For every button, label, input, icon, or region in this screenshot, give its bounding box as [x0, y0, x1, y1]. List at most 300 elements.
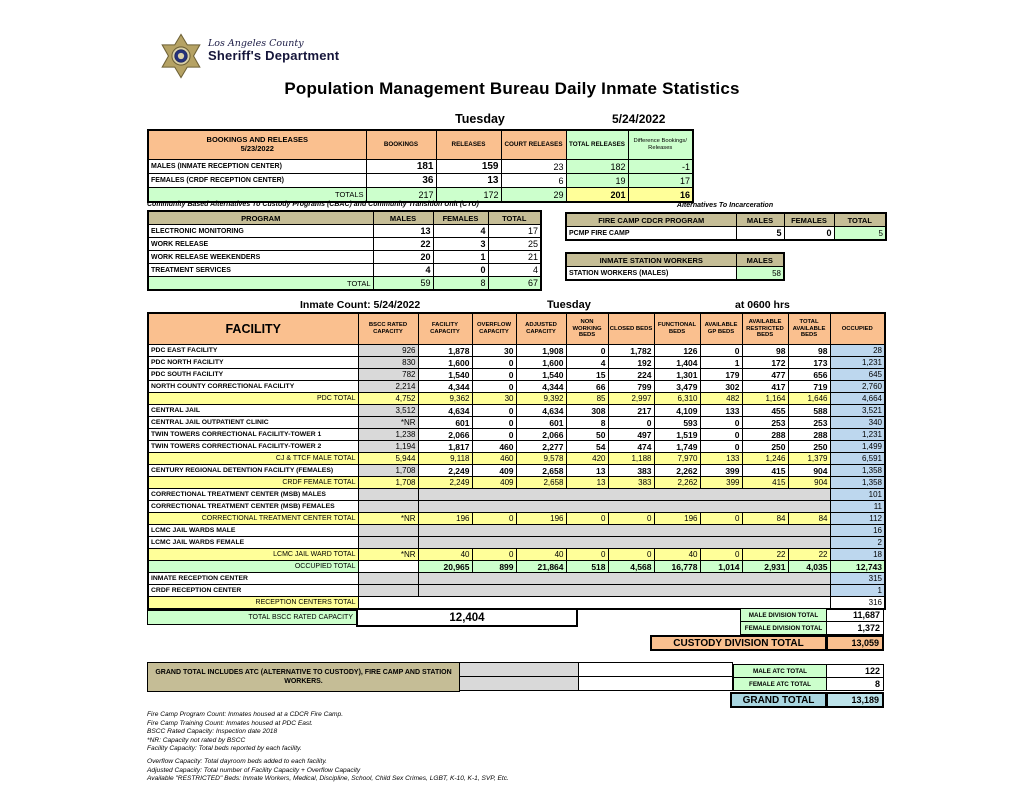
- col-males: MALES: [373, 211, 433, 225]
- facility-name: PDC NORTH FACILITY: [148, 357, 358, 369]
- fire-camp-males: 5: [736, 227, 784, 241]
- total-value: 2,658: [516, 477, 566, 489]
- facility-name: TWIN TOWERS CORRECTIONAL FACILITY-TOWER 1: [148, 429, 358, 441]
- occupied-total-value: 21,864: [516, 561, 566, 573]
- value-cell: 4,634: [418, 405, 472, 417]
- footnote-line: *NR: Capacity not rated by BSCC: [147, 736, 246, 744]
- value-cell: 477: [742, 369, 788, 381]
- occupied-cell: 12,743: [830, 561, 885, 573]
- footnote-line: Adjusted Capacity: Total number of Facility Capacity + Overflow Capacity: [147, 766, 361, 774]
- col-males: MALES: [736, 213, 784, 227]
- value-cell: 250: [742, 441, 788, 453]
- occupied-cell: 340: [830, 417, 885, 429]
- col-females: FEMALES: [784, 213, 834, 227]
- value-cell: 4: [566, 357, 608, 369]
- value-cell: 253: [788, 417, 830, 429]
- value-cell: 1,600: [516, 357, 566, 369]
- total-value: 1,646: [788, 393, 830, 405]
- facility-row: [148, 465, 885, 477]
- occupied-cell: 1,231: [830, 357, 885, 369]
- bscc-capacity: [358, 537, 418, 549]
- value-cell: -1: [628, 160, 693, 174]
- value-cell: 460: [472, 441, 516, 453]
- facility-row: [148, 381, 885, 393]
- total-value: 460: [472, 453, 516, 465]
- value-cell: 3,479: [654, 381, 700, 393]
- bookings-header-row: [148, 130, 693, 160]
- value-cell: 1,540: [516, 369, 566, 381]
- male-atc-label: MALE ATC TOTAL: [733, 664, 827, 678]
- occupied-cell: 1,231: [830, 429, 885, 441]
- total-value: 904: [788, 477, 830, 489]
- value-cell: 250: [788, 441, 830, 453]
- occupied-cell: 18: [830, 549, 885, 561]
- facility-row: [148, 429, 885, 441]
- weekday-label: Tuesday: [455, 112, 505, 126]
- merged-empty-cell: [418, 501, 830, 513]
- value-cell: 173: [788, 357, 830, 369]
- total-value: 2,249: [418, 477, 472, 489]
- value-cell: 1,301: [654, 369, 700, 381]
- facility-row: [148, 345, 885, 357]
- totals-value: 172: [436, 188, 501, 203]
- page-title: Population Management Bureau Daily Inmate Statistics: [284, 79, 740, 98]
- value-cell: 13: [566, 465, 608, 477]
- col-total: TOTAL: [834, 213, 886, 227]
- bscc-capacity: 5,944: [358, 453, 418, 465]
- total-value: 0: [700, 549, 742, 561]
- total-label: CJ & TTCF MALE TOTAL: [148, 453, 358, 465]
- facility-row: [148, 489, 885, 501]
- totals-value: 201: [566, 188, 628, 203]
- total-value: 22: [788, 549, 830, 561]
- total-value: 1,164: [742, 393, 788, 405]
- total-value: 420: [566, 453, 608, 465]
- value-cell: 2,066: [418, 429, 472, 441]
- station-workers-section: [565, 252, 885, 281]
- fire-camp-total: 5: [834, 227, 886, 241]
- facility-row: [148, 573, 885, 585]
- value-cell: 0: [472, 381, 516, 393]
- value-cell: 2,066: [516, 429, 566, 441]
- totals-label: TOTALS: [148, 188, 366, 203]
- value-cell: 126: [654, 345, 700, 357]
- male-division-label: MALE DIVISION TOTAL: [740, 608, 827, 622]
- grand-total-label: GRAND TOTAL: [730, 692, 827, 708]
- grand-total-section: [147, 662, 884, 708]
- value-cell: 23: [501, 160, 566, 174]
- bscc-capacity: [358, 573, 418, 585]
- col-total: TOTAL: [488, 211, 541, 225]
- occupied-cell: 112: [830, 513, 885, 525]
- facility-col-header: NON WORKING BEDS: [566, 313, 608, 345]
- footnote-line: Facility Capacity: Total beds reported by each facility.: [147, 745, 302, 753]
- facility-row: [148, 525, 885, 537]
- occupied-cell: 316: [830, 597, 885, 610]
- female-division-label: FEMALE DIVISION TOTAL: [740, 621, 827, 635]
- bscc-capacity: [358, 501, 418, 513]
- row-label: WORK RELEASE: [148, 238, 373, 251]
- footnotes: [147, 711, 509, 784]
- total-label: RECEPTION CENTERS TOTAL: [148, 597, 358, 610]
- total-value: 40: [654, 549, 700, 561]
- total-value: 133: [700, 453, 742, 465]
- facility-row: [148, 393, 885, 405]
- value-cell: 288: [742, 429, 788, 441]
- value-cell: 21: [488, 251, 541, 264]
- col-court-releases: COURT RELEASES: [501, 130, 566, 160]
- total-bscc-value: 12,404: [356, 608, 578, 627]
- occupied-total-value: 16,778: [654, 561, 700, 573]
- facility-col-header: AVAILABLE GP BEDS: [700, 313, 742, 345]
- total-value: 2,997: [608, 393, 654, 405]
- row-label: FEMALES (CRDF RECEPTION CENTER): [148, 174, 366, 188]
- bottom-totals: [147, 608, 884, 660]
- value-cell: 13: [436, 174, 501, 188]
- col-program: PROGRAM: [148, 211, 373, 225]
- facility-row: [148, 561, 885, 573]
- bscc-capacity: [358, 525, 418, 537]
- bscc-capacity: [358, 561, 418, 573]
- value-cell: 179: [700, 369, 742, 381]
- value-cell: 0: [566, 345, 608, 357]
- bscc-capacity: [358, 489, 418, 501]
- facility-col-header: TOTAL AVAILABLE BEDS: [788, 313, 830, 345]
- footnote-line: Overflow Capacity: Total dayroom beds added to each facility.: [147, 757, 327, 765]
- female-atc-label: FEMALE ATC TOTAL: [733, 677, 827, 691]
- value-cell: 1,404: [654, 357, 700, 369]
- value-cell: 159: [436, 160, 501, 174]
- occupied-cell: 2,760: [830, 381, 885, 393]
- facility-row: [148, 417, 885, 429]
- total-label: PDC TOTAL: [148, 393, 358, 405]
- facility-row: [148, 477, 885, 489]
- bscc-capacity: 3,512: [358, 405, 418, 417]
- value-cell: 2,658: [516, 465, 566, 477]
- value-cell: 36: [366, 174, 436, 188]
- bscc-capacity: [358, 585, 418, 597]
- value-cell: 1: [433, 251, 488, 264]
- facility-name: CENTRAL JAIL OUTPATIENT CLINIC: [148, 417, 358, 429]
- footnote-line: Available "RESTRICTED" Beds: Inmate Workers, Medical, Discipline, School, Child Sex Crimes, LGBT, K-10, K-1, SVP, Etc.: [147, 775, 509, 783]
- value-cell: 308: [566, 405, 608, 417]
- facility-col-header: BSCC RATED CAPACITY: [358, 313, 418, 345]
- logo-county: Los Angeles County: [208, 38, 304, 49]
- value-cell: 1,600: [418, 357, 472, 369]
- facility-name: PDC EAST FACILITY: [148, 345, 358, 357]
- value-cell: 172: [742, 357, 788, 369]
- value-cell: 0: [472, 369, 516, 381]
- value-cell: 0: [472, 417, 516, 429]
- value-cell: 19: [566, 174, 628, 188]
- totals-value: 67: [488, 277, 541, 291]
- value-cell: 2,262: [654, 465, 700, 477]
- total-value: 7,970: [654, 453, 700, 465]
- inmate-count-label: Inmate Count: 5/24/2022: [300, 299, 421, 311]
- value-cell: 0: [700, 441, 742, 453]
- total-value: 40: [516, 549, 566, 561]
- bscc-capacity: 830: [358, 357, 418, 369]
- facility-header-row: [148, 313, 885, 345]
- sheriff-star-icon: [160, 33, 202, 79]
- occupied-total-value: 4,035: [788, 561, 830, 573]
- value-cell: 133: [700, 405, 742, 417]
- cbac-title: Community Based Alternatives To Custody Programs (CBAC) and Community Transition Unit (CTU): [147, 201, 479, 208]
- value-cell: 2,249: [418, 465, 472, 477]
- value-cell: 474: [608, 441, 654, 453]
- total-value: 9,362: [418, 393, 472, 405]
- total-value: 9,118: [418, 453, 472, 465]
- fire-camp-header-row: [566, 213, 886, 227]
- value-cell: 4,344: [516, 381, 566, 393]
- value-cell: 15: [566, 369, 608, 381]
- spacer-cell: [459, 676, 579, 691]
- total-value: 9,578: [516, 453, 566, 465]
- value-cell: 415: [742, 465, 788, 477]
- totals-label: TOTAL: [148, 277, 373, 291]
- female-division-value: 1,372: [826, 621, 884, 635]
- value-cell: 1,749: [654, 441, 700, 453]
- bscc-capacity: 4,752: [358, 393, 418, 405]
- occupied-cell: 1,358: [830, 465, 885, 477]
- bookings-row: [148, 160, 693, 174]
- lasd-logo: [160, 33, 339, 79]
- spacer-cell: [459, 662, 579, 677]
- facility-name: CENTURY REGIONAL DETENTION FACILITY (FEMALES): [148, 465, 358, 477]
- value-cell: 17: [628, 174, 693, 188]
- facility-row: [148, 441, 885, 453]
- bookings-totals-row: [148, 188, 693, 203]
- value-cell: 455: [742, 405, 788, 417]
- occupied-cell: 6,591: [830, 453, 885, 465]
- logo-text: [208, 39, 339, 63]
- value-cell: 656: [788, 369, 830, 381]
- cbac-section: [147, 201, 542, 291]
- grand-total-value: 13,189: [826, 692, 884, 708]
- facility-col-header: FACILITY: [148, 313, 358, 345]
- value-cell: 98: [742, 345, 788, 357]
- bscc-capacity: 1,708: [358, 465, 418, 477]
- value-cell: 50: [566, 429, 608, 441]
- occupied-cell: 3,521: [830, 405, 885, 417]
- value-cell: 30: [472, 345, 516, 357]
- value-cell: 1,540: [418, 369, 472, 381]
- value-cell: 1,817: [418, 441, 472, 453]
- report-date: 5/24/2022: [612, 112, 666, 126]
- value-cell: 383: [608, 465, 654, 477]
- value-cell: 288: [788, 429, 830, 441]
- value-cell: 6: [501, 174, 566, 188]
- value-cell: 13: [373, 225, 433, 238]
- total-value: 0: [566, 513, 608, 525]
- value-cell: 4: [373, 264, 433, 277]
- occupied-total-value: 20,965: [418, 561, 472, 573]
- ati-title: Alternatives To Incarceration: [676, 202, 774, 209]
- value-cell: 0: [700, 417, 742, 429]
- occupied-cell: 4,664: [830, 393, 885, 405]
- value-cell: 25: [488, 238, 541, 251]
- cbac-row: [148, 251, 541, 264]
- cbac-header-row: [148, 211, 541, 225]
- bookings-header-title: [148, 130, 366, 160]
- value-cell: 4: [488, 264, 541, 277]
- merged-empty-cell: [418, 489, 830, 501]
- merged-empty-cell: [418, 525, 830, 537]
- facility-row: [148, 369, 885, 381]
- footnote-line: Fire Camp Program Count: Inmates housed at a CDCR Fire Camp.: [147, 711, 344, 718]
- custody-division-value: 13,059: [826, 635, 884, 651]
- fire-camp-row: [566, 227, 886, 241]
- total-label: CORRECTIONAL TREATMENT CENTER TOTAL: [148, 513, 358, 525]
- facility-col-header: FACILITY CAPACITY: [418, 313, 472, 345]
- occupied-cell: 2: [830, 537, 885, 549]
- bscc-capacity: 2,214: [358, 381, 418, 393]
- ati-section: [565, 202, 885, 292]
- total-value: 2,262: [654, 477, 700, 489]
- value-cell: 799: [608, 381, 654, 393]
- bookings-title: BOOKINGS AND RELEASES: [206, 135, 308, 145]
- facility-row: [148, 549, 885, 561]
- facility-name: CENTRAL JAIL: [148, 405, 358, 417]
- occupied-cell: 11: [830, 501, 885, 513]
- value-cell: 4,634: [516, 405, 566, 417]
- facility-row: [148, 585, 885, 597]
- inmate-count-time: at 0600 hrs: [735, 299, 790, 311]
- facility-table: [147, 312, 886, 610]
- value-cell: 4,344: [418, 381, 472, 393]
- col-difference: Difference Bookings/ Releases: [628, 130, 693, 160]
- value-cell: 192: [608, 357, 654, 369]
- facility-name: CORRECTIONAL TREATMENT CENTER (MSB) FEMALES: [148, 501, 358, 513]
- value-cell: 0: [700, 345, 742, 357]
- value-cell: 0: [433, 264, 488, 277]
- value-cell: 8: [566, 417, 608, 429]
- row-label: TREATMENT SERVICES: [148, 264, 373, 277]
- value-cell: 181: [366, 160, 436, 174]
- inmate-count-day: Tuesday: [547, 299, 591, 311]
- cbac-totals-row: [148, 277, 541, 291]
- fire-camp-females: 0: [784, 227, 834, 241]
- value-cell: 0: [472, 405, 516, 417]
- value-cell: 0: [608, 417, 654, 429]
- total-value: 409: [472, 477, 516, 489]
- value-cell: 417: [742, 381, 788, 393]
- facility-col-header: OCCUPIED: [830, 313, 885, 345]
- occupied-cell: 1,499: [830, 441, 885, 453]
- total-value: 1,379: [788, 453, 830, 465]
- value-cell: 399: [700, 465, 742, 477]
- value-cell: 588: [788, 405, 830, 417]
- facility-col-header: AVAILABLE RESTRICTED BEDS: [742, 313, 788, 345]
- value-cell: 182: [566, 160, 628, 174]
- value-cell: 253: [742, 417, 788, 429]
- value-cell: 497: [608, 429, 654, 441]
- total-value: 13: [566, 477, 608, 489]
- totals-value: 29: [501, 188, 566, 203]
- occupied-total-value: 2,931: [742, 561, 788, 573]
- bscc-capacity: *NR: [358, 549, 418, 561]
- value-cell: 224: [608, 369, 654, 381]
- row-label: MALES (INMATE RECEPTION CENTER): [148, 160, 366, 174]
- facility-row: [148, 501, 885, 513]
- total-value: 196: [516, 513, 566, 525]
- female-atc-value: 8: [826, 677, 884, 691]
- male-division-value: 11,687: [826, 608, 884, 622]
- value-cell: 302: [700, 381, 742, 393]
- total-value: 6,310: [654, 393, 700, 405]
- total-bscc-label: TOTAL BSCC RATED CAPACITY: [147, 610, 357, 625]
- value-cell: 3: [433, 238, 488, 251]
- bscc-capacity: 1,194: [358, 441, 418, 453]
- value-cell: 1: [700, 357, 742, 369]
- bscc-capacity: 926: [358, 345, 418, 357]
- row-label: PCMP FIRE CAMP: [566, 227, 736, 241]
- total-value: 482: [700, 393, 742, 405]
- footnote-line: BSCC Rated Capacity: Inspection date 2018: [147, 728, 278, 736]
- value-cell: 217: [608, 405, 654, 417]
- facility-name: PDC SOUTH FACILITY: [148, 369, 358, 381]
- spacer-cell: [578, 662, 733, 677]
- value-cell: 601: [418, 417, 472, 429]
- bookings-row: [148, 174, 693, 188]
- value-cell: 601: [516, 417, 566, 429]
- total-value: 84: [788, 513, 830, 525]
- occupied-cell: 1,358: [830, 477, 885, 489]
- merged-empty-cell: [418, 573, 830, 585]
- grand-total-note: GRAND TOTAL INCLUDES ATC (ALTERNATIVE TO CUSTODY), FIRE CAMP AND STATION WORKERS.: [147, 662, 460, 692]
- col-inmate-station-workers: INMATE STATION WORKERS: [566, 253, 736, 267]
- total-value: 30: [472, 393, 516, 405]
- occupied-cell: 16: [830, 525, 885, 537]
- facility-col-header: OVERFLOW CAPACITY: [472, 313, 516, 345]
- value-cell: 22: [373, 238, 433, 251]
- value-cell: 54: [566, 441, 608, 453]
- facility-name: TWIN TOWERS CORRECTIONAL FACILITY-TOWER 2: [148, 441, 358, 453]
- occupied-total-value: 899: [472, 561, 516, 573]
- bscc-capacity: *NR: [358, 513, 418, 525]
- occupied-total-value: 1,014: [700, 561, 742, 573]
- value-cell: 66: [566, 381, 608, 393]
- total-value: 415: [742, 477, 788, 489]
- male-atc-value: 122: [826, 664, 884, 678]
- value-cell: 4,109: [654, 405, 700, 417]
- station-workers-row: [566, 267, 784, 281]
- bookings-releases-table: [147, 129, 694, 203]
- col-bookings: BOOKINGS: [366, 130, 436, 160]
- facility-row: [148, 357, 885, 369]
- value-cell: 1,908: [516, 345, 566, 357]
- footnote-line: Fire Camp Training Count: Inmates housed at PDC East.: [147, 719, 313, 727]
- total-value: 1,188: [608, 453, 654, 465]
- value-cell: 98: [788, 345, 830, 357]
- col-females: FEMALES: [433, 211, 488, 225]
- total-value: 22: [742, 549, 788, 561]
- total-value: 0: [566, 549, 608, 561]
- total-value: 0: [472, 549, 516, 561]
- value-cell: 593: [654, 417, 700, 429]
- value-cell: 0: [700, 429, 742, 441]
- row-label: ELECTRONIC MONITORING: [148, 225, 373, 238]
- total-value: 0: [608, 513, 654, 525]
- station-workers-header-row: [566, 253, 784, 267]
- total-value: 0: [700, 513, 742, 525]
- col-releases: RELEASES: [436, 130, 501, 160]
- station-workers-males: 58: [736, 267, 784, 281]
- facility-name: INMATE RECEPTION CENTER: [148, 573, 358, 585]
- total-label: CRDF FEMALE TOTAL: [148, 477, 358, 489]
- bscc-capacity: 1,708: [358, 477, 418, 489]
- total-value: 0: [608, 549, 654, 561]
